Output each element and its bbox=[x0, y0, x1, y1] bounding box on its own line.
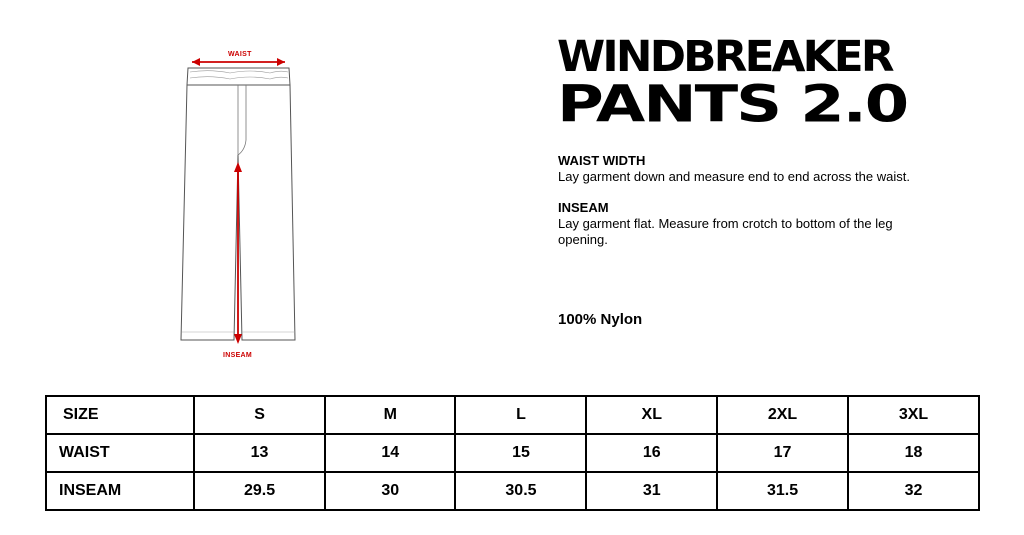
waist-width-description: Lay garment down and measure end to end across the waist. bbox=[558, 169, 910, 184]
size-header-cell: 3XL bbox=[848, 396, 979, 434]
table-cell: 13 bbox=[194, 434, 325, 472]
table-row-label: WAIST bbox=[46, 434, 194, 472]
table-row-label: INSEAM bbox=[46, 472, 194, 510]
table-cell: 18 bbox=[848, 434, 979, 472]
size-chart-table bbox=[45, 395, 980, 511]
table-cell: 30.5 bbox=[455, 472, 586, 510]
size-header-cell: M bbox=[325, 396, 455, 434]
measurement-instructions bbox=[558, 153, 938, 263]
table-cell: 14 bbox=[325, 434, 455, 472]
fabric-composition: 100% Nylon bbox=[558, 311, 643, 328]
table-cell: 17 bbox=[717, 434, 848, 472]
size-header-cell: S bbox=[194, 396, 325, 434]
product-title bbox=[557, 32, 997, 141]
table-cell: 30 bbox=[325, 472, 455, 510]
inseam-dimension-label: INSEAM bbox=[223, 352, 253, 359]
waist-dimension-label: WAIST bbox=[228, 51, 252, 58]
product-title-line-2: PANTS 2.0 bbox=[557, 74, 908, 134]
size-header-cell: XL bbox=[586, 396, 717, 434]
size-header-cell: L bbox=[455, 396, 586, 434]
size-header-row bbox=[46, 396, 979, 434]
table-cell: 31 bbox=[586, 472, 717, 510]
table-cell: 31.5 bbox=[717, 472, 848, 510]
waist-width-heading: WAIST WIDTH bbox=[558, 153, 646, 168]
pants-outline-illustration bbox=[150, 40, 350, 370]
product-title-line-1: WINDBREAKER bbox=[557, 32, 892, 82]
table-cell: 29.5 bbox=[194, 472, 325, 510]
size-header-cell: 2XL bbox=[717, 396, 848, 434]
size-header-cell: SIZE bbox=[46, 396, 194, 434]
waist-row bbox=[46, 434, 979, 472]
table-cell: 32 bbox=[848, 472, 979, 510]
inseam-description: Lay garment flat. Measure from crotch to bottom of the leg opening. bbox=[558, 216, 893, 247]
pants-diagram bbox=[150, 40, 350, 370]
inseam-row bbox=[46, 472, 979, 510]
table-cell: 15 bbox=[455, 434, 586, 472]
table-cell: 16 bbox=[586, 434, 717, 472]
inseam-heading: INSEAM bbox=[558, 200, 609, 215]
